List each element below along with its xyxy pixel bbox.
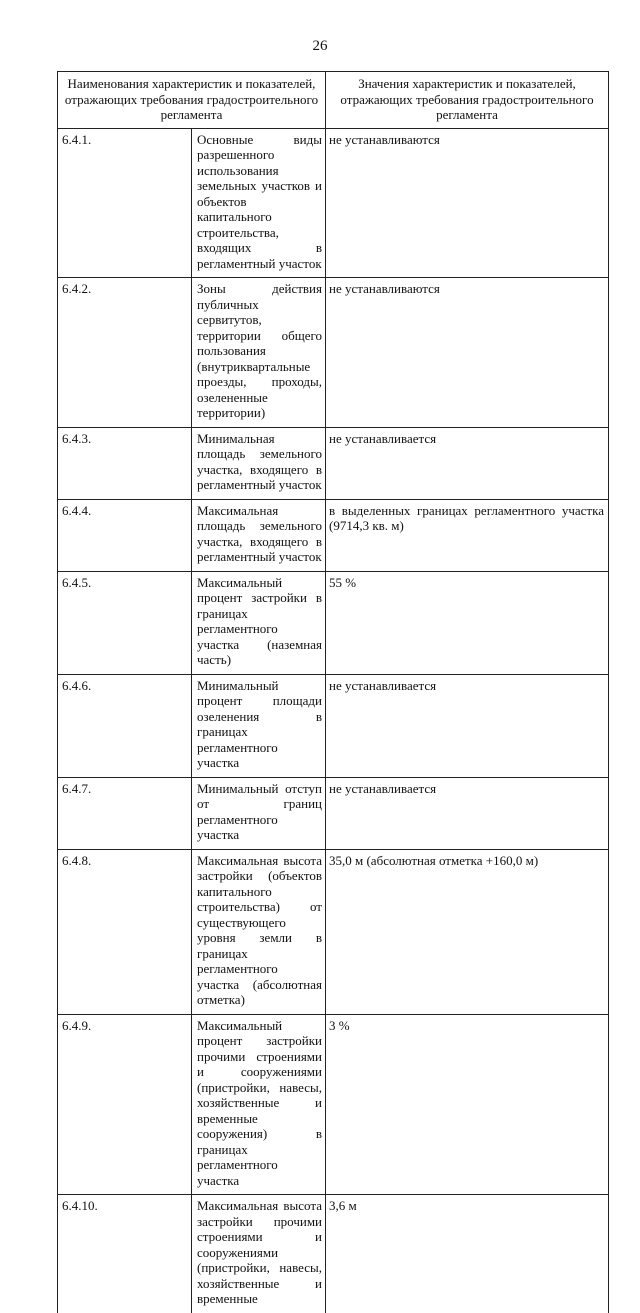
table-row bbox=[58, 674, 609, 777]
table-header-row bbox=[58, 72, 609, 129]
row-value: 3 % bbox=[326, 1014, 609, 1195]
row-value: не устанавливается bbox=[326, 427, 609, 499]
row-number: 6.4.3. bbox=[58, 427, 192, 499]
row-number: 6.4.4. bbox=[58, 499, 192, 571]
row-characteristic: Максимальная высота застройки (объектов капитального строительства) от существующего уровня земли в границах регламентного участка (абсолютная отметка) bbox=[192, 849, 326, 1014]
regulation-table-wrapper bbox=[57, 71, 609, 1313]
table-row bbox=[58, 427, 609, 499]
row-number: 6.4.10. bbox=[58, 1195, 192, 1313]
table-row bbox=[58, 1014, 609, 1195]
row-value: не устанавливаются bbox=[326, 128, 609, 278]
header-characteristic-value: Значения характеристик и показателей, отражающих требования градостроительного регламента bbox=[326, 72, 609, 129]
row-number: 6.4.7. bbox=[58, 777, 192, 849]
row-number: 6.4.9. bbox=[58, 1014, 192, 1195]
row-characteristic: Минимальная площадь земельного участка, входящего в регламентный участок bbox=[192, 427, 326, 499]
row-value: 3,6 м bbox=[326, 1195, 609, 1313]
regulation-table bbox=[57, 71, 609, 1313]
row-characteristic: Максимальная высота застройки прочими строениями и сооружениями (пристройки, навесы, хозяйственные и временные bbox=[192, 1195, 326, 1313]
row-value: не устанавливается bbox=[326, 777, 609, 849]
table-row bbox=[58, 128, 609, 278]
table-row bbox=[58, 278, 609, 428]
row-characteristic: Максимальная площадь земельного участка, входящего в регламентный участок bbox=[192, 499, 326, 571]
row-number: 6.4.8. bbox=[58, 849, 192, 1014]
row-value: в выделенных границах регламентного участка (9714,3 кв. м) bbox=[326, 499, 609, 571]
row-value: 35,0 м (абсолютная отметка +160,0 м) bbox=[326, 849, 609, 1014]
row-number: 6.4.1. bbox=[58, 128, 192, 278]
page-number: 26 bbox=[312, 38, 328, 54]
table-row bbox=[58, 849, 609, 1014]
row-characteristic: Максимальный процент застройки в границах регламентного участка (наземная часть) bbox=[192, 571, 326, 674]
row-characteristic: Основные виды разрешенного использования земельных участков и объектов капитального строительства, входящих в регламентный участок bbox=[192, 128, 326, 278]
row-value: не устанавливается bbox=[326, 674, 609, 777]
row-value: не устанавливаются bbox=[326, 278, 609, 428]
row-number: 6.4.2. bbox=[58, 278, 192, 428]
table-row bbox=[58, 571, 609, 674]
row-characteristic: Минимальный отступ от границ регламентного участка bbox=[192, 777, 326, 849]
table-row bbox=[58, 499, 609, 571]
table-row bbox=[58, 777, 609, 849]
table-row bbox=[58, 1195, 609, 1313]
row-number: 6.4.5. bbox=[58, 571, 192, 674]
row-characteristic: Максимальный процент застройки прочими строениями и сооружениями (пристройки, навесы, хозяйственные и временные сооружения) в границах регламентного участка bbox=[192, 1014, 326, 1195]
row-number: 6.4.6. bbox=[58, 674, 192, 777]
row-characteristic: Минимальный процент площади озеленения в границах регламентного участка bbox=[192, 674, 326, 777]
row-characteristic: Зоны действия публичных сервитутов, территории общего пользования (внутриквартальные проезды, проходы, озелененные территории) bbox=[192, 278, 326, 428]
header-characteristic-name: Наименования характеристик и показателей, отражающих требования градостроительного регламента bbox=[58, 72, 326, 129]
row-value: 55 % bbox=[326, 571, 609, 674]
